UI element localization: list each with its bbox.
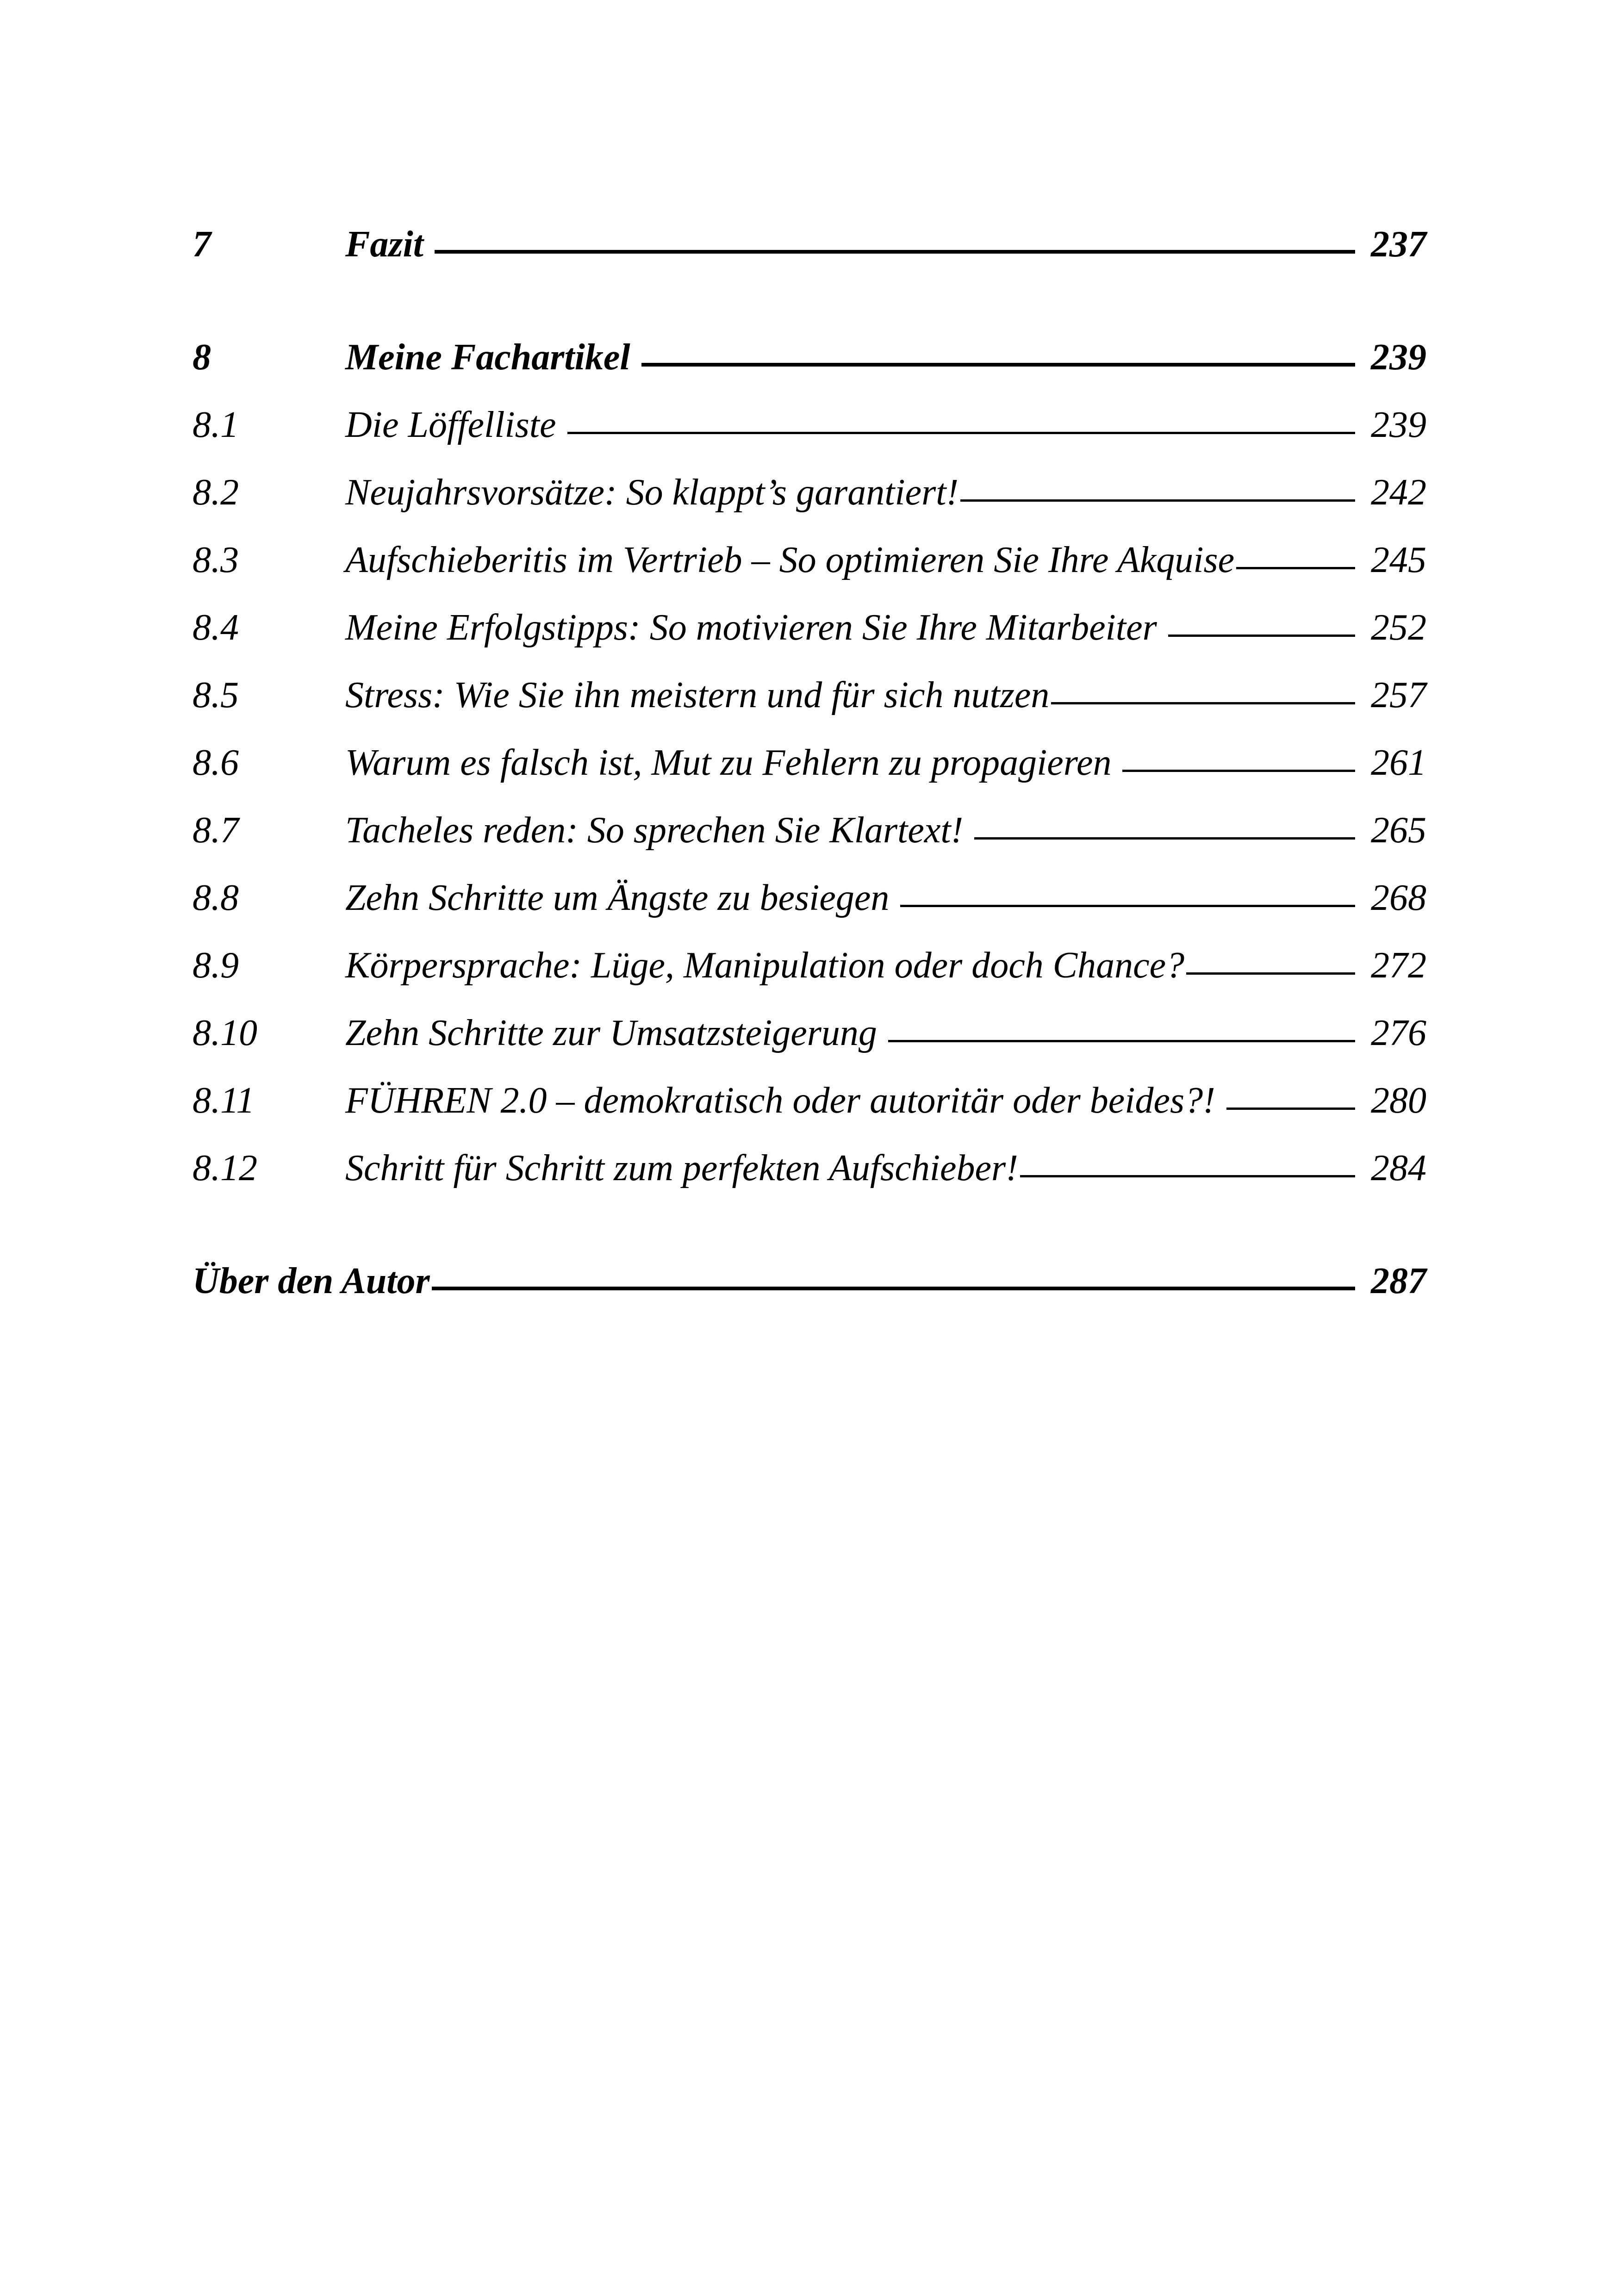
toc-entry-number: 8.6 [193,742,239,783]
toc-entry-8-7[interactable] [193,796,1426,864]
toc-entry-8-11[interactable] [193,1067,1426,1134]
table-of-contents [193,211,1426,1315]
toc-entry-page: 268 [1371,877,1426,918]
toc-entry-number: 7 [193,224,211,265]
toc-entry-8-12[interactable] [193,1134,1426,1202]
toc-entry-8-4[interactable] [193,594,1426,661]
toc-entry-page: 265 [1371,810,1426,851]
toc-entry-about-author[interactable] [193,1247,1426,1315]
toc-entry-page: 252 [1371,607,1426,648]
toc-entry-title: Die Löffelliste [345,404,556,445]
toc-entry-title: Über den Autor [193,1261,430,1301]
toc-entry-8-9[interactable] [193,932,1426,999]
toc-entry-title: Neujahrsvorsätze: So klappt’s garantiert! [345,472,959,513]
toc-entry-page: 284 [1371,1148,1426,1188]
toc-leader-line [974,837,1355,840]
toc-entry-number: 8.5 [193,675,239,716]
toc-leader-line [1226,1108,1355,1110]
toc-entry-page: 239 [1371,404,1426,445]
toc-entry-chapter-8[interactable] [193,324,1426,391]
toc-entry-number: 8.4 [193,607,239,648]
toc-leader-line [1122,770,1355,772]
toc-entry-8-3[interactable] [193,526,1426,594]
toc-entry-page: 239 [1371,337,1426,378]
toc-leader-line [1186,972,1355,975]
toc-entry-title: Warum es falsch ist, Mut zu Fehlern zu propagieren [345,742,1112,783]
toc-leader-line [888,1040,1355,1042]
toc-entry-8-1[interactable] [193,391,1426,459]
toc-entry-8-2[interactable] [193,459,1426,526]
toc-leader-line [960,499,1355,502]
toc-entry-page: 242 [1371,472,1426,513]
toc-entry-title: Schritt für Schritt zum perfekten Aufschieber! [345,1148,1018,1188]
toc-entry-title: Zehn Schritte um Ängste zu besiegen [345,877,890,918]
toc-entry-8-10[interactable] [193,999,1426,1067]
toc-entry-page: 280 [1371,1080,1426,1121]
toc-entry-number: 8.2 [193,472,239,513]
toc-leader-line [1051,702,1355,704]
toc-entry-8-5[interactable] [193,661,1426,729]
toc-entry-number: 8.3 [193,540,239,580]
toc-leader-line [900,905,1355,907]
toc-entry-page: 237 [1371,224,1426,265]
toc-entry-title: Körpersprache: Lüge, Manipulation oder doch Chance? [345,945,1185,986]
toc-leader-line [432,1287,1355,1290]
toc-leader-line [1168,635,1355,637]
toc-entry-number: 8.8 [193,877,239,918]
toc-entry-8-6[interactable] [193,729,1426,796]
toc-leader-line [567,432,1355,434]
toc-entry-chapter-7[interactable] [193,211,1426,278]
toc-entry-8-8[interactable] [193,864,1426,932]
toc-entry-number: 8.11 [193,1080,255,1121]
toc-entry-number: 8.1 [193,404,239,445]
toc-leader-line [1236,567,1355,569]
toc-entry-title: FÜHREN 2.0 – demokratisch oder autoritär oder beides?! [345,1080,1215,1121]
toc-entry-number: 8.7 [193,810,239,851]
toc-entry-title: Fazit [345,224,423,265]
toc-entry-number: 8.10 [193,1013,257,1053]
toc-leader-line [1020,1175,1355,1177]
toc-entry-title: Stress: Wie Sie ihn meistern und für sich nutzen [345,675,1050,716]
toc-entry-title: Tacheles reden: So sprechen Sie Klartext! [345,810,964,851]
toc-leader-line [435,250,1355,254]
toc-entry-page: 261 [1371,742,1426,783]
toc-entry-page: 287 [1371,1261,1426,1301]
toc-entry-number: 8 [193,337,211,378]
toc-entry-title: Zehn Schritte zur Umsatzsteigerung [345,1013,877,1053]
toc-entry-page: 276 [1371,1013,1426,1053]
toc-entry-number: 8.12 [193,1148,257,1188]
toc-entry-page: 257 [1371,675,1426,716]
toc-entry-number: 8.9 [193,945,239,986]
toc-leader-line [641,363,1355,367]
toc-entry-title: Meine Fachartikel [345,337,630,378]
toc-entry-title: Meine Erfolgstipps: So motivieren Sie Ihre Mitarbeiter [345,607,1157,648]
toc-entry-page: 245 [1371,540,1426,580]
toc-entry-page: 272 [1371,945,1426,986]
toc-entry-title: Aufschieberitis im Vertrieb – So optimieren Sie Ihre Akquise [345,540,1235,580]
